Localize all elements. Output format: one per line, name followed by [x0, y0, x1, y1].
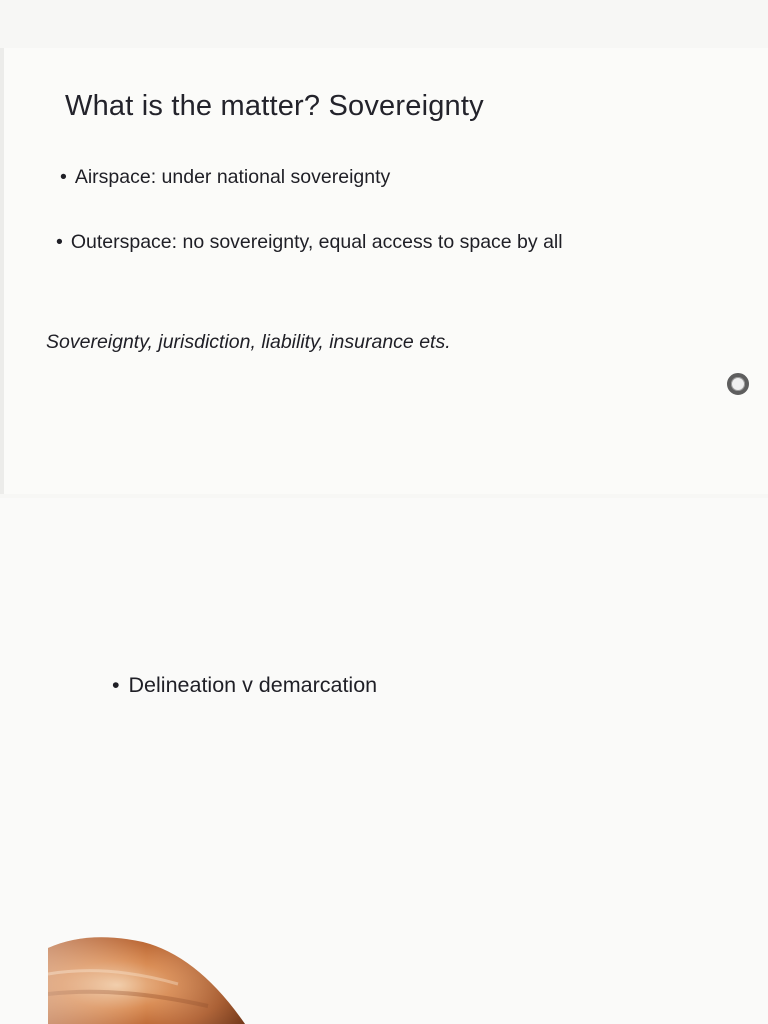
slide-bottom [0, 498, 768, 1024]
planet-image [48, 934, 248, 1024]
bullet-airspace-text: Airspace: under national sovereignty [74, 166, 391, 188]
bullet-outerspace-text: Outerspace: no sovereignty, equal access to space by all [70, 231, 563, 253]
bullet-symbol: • [112, 673, 120, 697]
bullet-airspace [60, 166, 390, 189]
bullet-delineation-text: Delineation v demarcation [128, 673, 378, 697]
planet-shade [48, 937, 245, 1024]
bullet-symbol: • [56, 231, 63, 253]
bullet-outerspace [56, 231, 563, 254]
planet-svg [48, 934, 248, 1024]
bullet-delineation [112, 673, 377, 698]
slide-title: What is the matter? Sovereignty [65, 90, 484, 122]
topics-line: Sovereignty, jurisdiction, liability, insurance ets. [46, 331, 451, 353]
circle-ring-icon [727, 373, 749, 395]
slide-top [0, 48, 768, 494]
bullet-symbol: • [60, 166, 67, 188]
